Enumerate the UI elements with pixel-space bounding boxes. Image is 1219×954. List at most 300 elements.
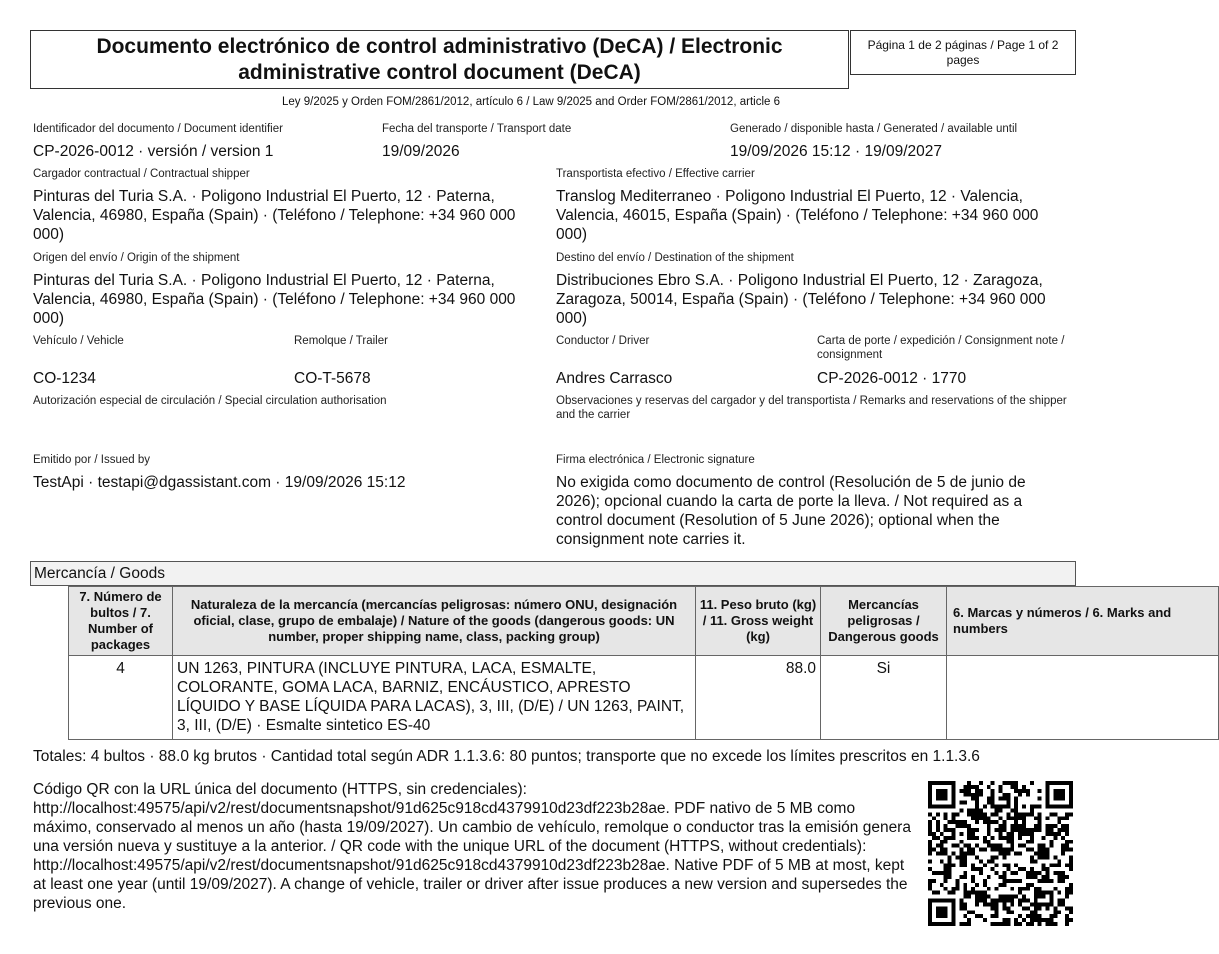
qr-module — [1014, 789, 1018, 793]
qr-module — [991, 867, 995, 871]
qr-module — [1006, 863, 1010, 867]
qr-module — [995, 906, 999, 910]
trailer-value: CO-T-5678 — [294, 370, 371, 387]
qr-module — [1065, 824, 1069, 828]
qr-module — [936, 914, 940, 918]
shipper-label: Cargador contractual / Contractual shipper — [33, 168, 250, 180]
qr-module — [940, 852, 944, 856]
trailer-label: Remolque / Trailer — [294, 335, 388, 347]
qr-module — [1002, 836, 1006, 840]
qr-module — [999, 797, 1003, 801]
qr-module — [975, 812, 979, 816]
qr-module — [979, 914, 983, 918]
qr-module — [1049, 902, 1053, 906]
goods-totals: Totales: 4 bultos · 88.0 kg brutos · Cantidad total según ADR 1.1.3.6: 80 puntos; transporte que no excede los límites prescritos en 1.1.3.6 — [33, 748, 980, 765]
qr-module — [1046, 918, 1050, 922]
qr-module — [952, 801, 956, 805]
qr-module — [1038, 805, 1042, 809]
qr-module — [979, 899, 983, 903]
qr-module — [1030, 875, 1034, 879]
qr-module — [1046, 902, 1050, 906]
qr-module — [999, 824, 1003, 828]
qr-module — [1061, 816, 1065, 820]
qr-module — [967, 832, 971, 836]
qr-module — [963, 871, 967, 875]
qr-module — [1030, 805, 1034, 809]
qr-module — [999, 922, 1003, 926]
qr-module — [940, 797, 944, 801]
qr-module — [967, 824, 971, 828]
qr-module — [1006, 895, 1010, 899]
qr-module — [1057, 797, 1061, 801]
qr-module — [952, 891, 956, 895]
qr-module — [1022, 816, 1026, 820]
qr-module — [928, 883, 932, 887]
qr-module — [987, 785, 991, 789]
qr-module — [1026, 899, 1030, 903]
qr-module — [1014, 805, 1018, 809]
qr-module — [1069, 797, 1073, 801]
qr-module — [952, 902, 956, 906]
qr-module — [944, 852, 948, 856]
qr-module — [928, 899, 932, 903]
qr-module — [1046, 867, 1050, 871]
qr-module — [967, 922, 971, 926]
qr-module — [1053, 910, 1057, 914]
qr-module — [1065, 887, 1069, 891]
qr-module — [1046, 797, 1050, 801]
qr-module — [1022, 844, 1026, 848]
qr-module — [991, 922, 995, 926]
qr-module — [963, 844, 967, 848]
qr-module — [995, 855, 999, 859]
table-row — [69, 656, 1219, 740]
qr-module — [999, 875, 1003, 879]
qr-module — [1014, 852, 1018, 856]
qr-module — [1038, 871, 1042, 875]
qr-module — [979, 859, 983, 863]
qr-module — [975, 855, 979, 859]
qr-module — [1034, 871, 1038, 875]
qr-module — [959, 820, 963, 824]
destination-value: Distribuciones Ebro S.A. · Poligono Industrial El Puerto, 12 · Zaragoza, Zaragoza, 50014, España (Spain) · (Teléfono / Telephone: +34 960 000 000) — [556, 272, 1046, 327]
qr-module — [995, 899, 999, 903]
qr-module — [1006, 922, 1010, 926]
qr-module — [944, 871, 948, 875]
qr-module — [1069, 789, 1073, 793]
qr-module — [928, 859, 932, 863]
qr-module — [1053, 863, 1057, 867]
qr-module — [995, 871, 999, 875]
qr-module — [1030, 808, 1034, 812]
qr-module — [932, 879, 936, 883]
qr-module — [1046, 785, 1050, 789]
qr-module — [1038, 922, 1042, 926]
qr-module — [1049, 832, 1053, 836]
qr-module — [936, 781, 940, 785]
qr-module — [1002, 793, 1006, 797]
qr-module — [1042, 863, 1046, 867]
qr-module — [1046, 922, 1050, 926]
qr-module — [936, 820, 940, 824]
qr-module — [936, 828, 940, 832]
qr-module — [1057, 805, 1061, 809]
qr-module — [1065, 918, 1069, 922]
qr-module — [1022, 789, 1026, 793]
qr-module — [944, 906, 948, 910]
qr-module — [1046, 906, 1050, 910]
qr-module — [983, 820, 987, 824]
qr-module — [1057, 910, 1061, 914]
qr-module — [967, 891, 971, 895]
vehicle-value: CO-1234 — [33, 370, 96, 387]
qr-module — [928, 879, 932, 883]
qr-module — [1010, 895, 1014, 899]
qr-module — [1022, 785, 1026, 789]
qr-module — [1034, 918, 1038, 922]
qr-module — [983, 879, 987, 883]
qr-module — [963, 859, 967, 863]
qr-module — [963, 852, 967, 856]
qr-module — [1057, 832, 1061, 836]
qr-module — [1046, 832, 1050, 836]
qr-module — [1061, 844, 1065, 848]
qr-module — [1002, 899, 1006, 903]
col-packages-header: 7. Número de bultos / 7. Number of packages — [69, 587, 173, 656]
qr-module — [955, 883, 959, 887]
qr-module — [932, 922, 936, 926]
qr-module — [952, 828, 956, 832]
qr-module — [1026, 832, 1030, 836]
qr-module — [1057, 902, 1061, 906]
qr-module — [983, 816, 987, 820]
qr-module — [1038, 789, 1042, 793]
qr-module — [999, 805, 1003, 809]
qr-module — [1053, 914, 1057, 918]
qr-module — [944, 899, 948, 903]
qr-module — [944, 922, 948, 926]
qr-module — [1049, 895, 1053, 899]
qr-module — [1069, 793, 1073, 797]
qr-module — [963, 891, 967, 895]
qr-module — [932, 871, 936, 875]
carrier-value: Translog Mediterraneo · Poligono Industrial El Puerto, 12 · Valencia, Valencia, 46015, España (Spain) · (Teléfono / Telephone: +34 960 000 000) — [556, 188, 1039, 243]
qr-module — [971, 867, 975, 871]
qr-module — [1030, 918, 1034, 922]
qr-module — [987, 840, 991, 844]
qr-module — [991, 859, 995, 863]
qr-module — [1069, 883, 1073, 887]
qr-module — [1049, 899, 1053, 903]
qr-module — [940, 922, 944, 926]
qr-module — [1038, 812, 1042, 816]
qr-module — [1061, 828, 1065, 832]
qr-module — [1026, 922, 1030, 926]
qr-module — [1022, 828, 1026, 832]
nature-cell: UN 1263, PINTURA (INCLUYE PINTURA, LACA, ESMALTE, COLORANTE, GOMA LACA, BARNIZ, ENCÁUSTICO, APRESTO LÍQUIDO Y BASE LÍQUIDA PARA LACAS), 3, III, (D/E) / UN 1263, PAINT, 3, III, (D/E) · Esmalte sintetico ES-40 — [173, 656, 696, 740]
qr-module — [1065, 781, 1069, 785]
qr-module — [1042, 867, 1046, 871]
qr-module — [952, 832, 956, 836]
qr-module — [1002, 797, 1006, 801]
qr-module — [1038, 844, 1042, 848]
qr-module — [1049, 828, 1053, 832]
qr-module — [940, 781, 944, 785]
qr-module — [928, 828, 932, 832]
qr-module — [967, 895, 971, 899]
qr-module — [975, 899, 979, 903]
qr-module — [1057, 891, 1061, 895]
qr-module — [991, 855, 995, 859]
col-marks-header: 6. Marcas y números / 6. Marks and numbers — [947, 587, 1219, 656]
qr-module — [1026, 812, 1030, 816]
qr-module — [1018, 914, 1022, 918]
qr-module — [1042, 875, 1046, 879]
qr-module — [952, 793, 956, 797]
qr-module — [1014, 824, 1018, 828]
qr-module — [999, 844, 1003, 848]
qr-module — [1010, 887, 1014, 891]
qr-module — [971, 875, 975, 879]
qr-module — [1057, 899, 1061, 903]
qr-module — [959, 801, 963, 805]
qr-module — [955, 812, 959, 816]
qr-module — [948, 922, 952, 926]
qr-module — [1069, 863, 1073, 867]
qr-module — [975, 895, 979, 899]
qr-module — [1061, 852, 1065, 856]
qr-module — [1065, 848, 1069, 852]
qr-module — [1049, 805, 1053, 809]
qr-module — [1034, 887, 1038, 891]
qr-module — [948, 805, 952, 809]
qr-module — [1022, 867, 1026, 871]
qr-module — [936, 891, 940, 895]
qr-module — [999, 895, 1003, 899]
qr-module — [959, 855, 963, 859]
qr-module — [975, 808, 979, 812]
qr-module — [1065, 805, 1069, 809]
qr-module — [1010, 848, 1014, 852]
qr-module — [1057, 781, 1061, 785]
qr-module — [928, 797, 932, 801]
qr-module — [1026, 840, 1030, 844]
weight-cell: 88.0 — [696, 656, 821, 740]
page-indicator: Página 1 de 2 páginas / Page 1 of 2 pages — [850, 30, 1076, 75]
qr-module — [1046, 848, 1050, 852]
qr-module — [1042, 891, 1046, 895]
qr-module — [1061, 879, 1065, 883]
qr-module — [971, 910, 975, 914]
qr-module — [995, 887, 999, 891]
qr-module — [971, 808, 975, 812]
qr-module — [971, 887, 975, 891]
qr-module — [1053, 781, 1057, 785]
qr-module — [1018, 832, 1022, 836]
qr-module — [991, 820, 995, 824]
qr-module — [1049, 812, 1053, 816]
qr-module — [963, 785, 967, 789]
qr-module — [959, 922, 963, 926]
qr-module — [1038, 824, 1042, 828]
qr-module — [967, 793, 971, 797]
qr-module — [955, 820, 959, 824]
qr-module — [944, 910, 948, 914]
qr-module — [979, 793, 983, 797]
qr-module — [1053, 805, 1057, 809]
qr-module — [963, 914, 967, 918]
goods-section-title: Mercancía / Goods — [30, 561, 1076, 586]
qr-module — [1026, 871, 1030, 875]
qr-module — [1046, 855, 1050, 859]
qr-module — [1034, 910, 1038, 914]
qr-module — [1061, 797, 1065, 801]
qr-module — [928, 832, 932, 836]
qr-module — [979, 848, 983, 852]
qr-module — [1006, 848, 1010, 852]
qr-module — [971, 816, 975, 820]
qr-module — [1069, 855, 1073, 859]
qr-module — [1038, 902, 1042, 906]
qr-module — [971, 879, 975, 883]
qr-module — [1069, 910, 1073, 914]
qr-module — [983, 812, 987, 816]
qr-module — [1010, 871, 1014, 875]
qr-module — [1069, 906, 1073, 910]
qr-module — [1010, 902, 1014, 906]
qr-module — [1049, 922, 1053, 926]
qr-module — [1038, 914, 1042, 918]
qr-module — [999, 832, 1003, 836]
qr-module — [952, 899, 956, 903]
qr-module — [948, 891, 952, 895]
qr-module — [999, 852, 1003, 856]
qr-module — [983, 840, 987, 844]
qr-module — [1057, 859, 1061, 863]
qr-module — [1053, 832, 1057, 836]
qr-module — [1042, 848, 1046, 852]
qr-module — [1030, 902, 1034, 906]
qr-module — [1038, 879, 1042, 883]
qr-module — [967, 808, 971, 812]
qr-module — [1069, 812, 1073, 816]
qr-module — [1014, 863, 1018, 867]
qr-module — [1030, 914, 1034, 918]
qr-module — [944, 879, 948, 883]
qr-module — [1034, 816, 1038, 820]
qr-module — [1046, 793, 1050, 797]
qr-module — [1061, 781, 1065, 785]
qr-module — [971, 848, 975, 852]
qr-module — [991, 789, 995, 793]
marks-cell — [947, 656, 1219, 740]
qr-module — [995, 902, 999, 906]
qr-module — [1038, 855, 1042, 859]
qr-module — [928, 785, 932, 789]
qr-module — [959, 863, 963, 867]
qr-module — [963, 789, 967, 793]
qr-module — [944, 797, 948, 801]
qr-module — [1049, 844, 1053, 848]
doc-id-value: CP-2026-0012 · versión / version 1 — [33, 143, 274, 160]
qr-module — [1006, 910, 1010, 914]
qr-module — [1030, 871, 1034, 875]
qr-module — [1053, 871, 1057, 875]
qr-module — [1046, 879, 1050, 883]
qr-module — [1010, 816, 1014, 820]
qr-module — [1002, 875, 1006, 879]
qr-module — [1042, 895, 1046, 899]
qr-module — [1049, 863, 1053, 867]
qr-module — [1038, 852, 1042, 856]
qr-module — [1010, 844, 1014, 848]
qr-module — [936, 871, 940, 875]
qr-module — [1010, 836, 1014, 840]
transport-date-label: Fecha del transporte / Transport date — [382, 123, 572, 135]
qr-module — [1002, 852, 1006, 856]
qr-module — [999, 808, 1003, 812]
qr-module — [975, 891, 979, 895]
qr-module — [1038, 895, 1042, 899]
qr-module — [959, 859, 963, 863]
qr-module — [1065, 832, 1069, 836]
qr-module — [1030, 859, 1034, 863]
qr-module — [928, 922, 932, 926]
qr-module — [1010, 785, 1014, 789]
qr-module — [991, 914, 995, 918]
qr-module — [1069, 801, 1073, 805]
qr-module — [1042, 902, 1046, 906]
qr-module — [952, 785, 956, 789]
qr-module — [1010, 899, 1014, 903]
qr-module — [928, 824, 932, 828]
qr-module — [959, 848, 963, 852]
qr-module — [928, 910, 932, 914]
qr-module — [1042, 918, 1046, 922]
goods-table — [68, 586, 1219, 740]
qr-module — [948, 828, 952, 832]
qr-module — [936, 852, 940, 856]
qr-module — [963, 855, 967, 859]
qr-module — [952, 844, 956, 848]
qr-module — [952, 922, 956, 926]
qr-module — [952, 863, 956, 867]
qr-module — [1018, 816, 1022, 820]
qr-module — [928, 820, 932, 824]
qr-module — [1046, 816, 1050, 820]
qr-module — [971, 836, 975, 840]
qr-module — [940, 793, 944, 797]
qr-module — [1030, 910, 1034, 914]
qr-module — [987, 859, 991, 863]
qr-module — [944, 848, 948, 852]
qr-module — [1057, 875, 1061, 879]
qr-module — [975, 828, 979, 832]
qr-module — [944, 781, 948, 785]
qr-module — [999, 785, 1003, 789]
qr-module — [1006, 812, 1010, 816]
qr-module — [1026, 789, 1030, 793]
qr-module — [1026, 906, 1030, 910]
qr-module — [999, 816, 1003, 820]
qr-module — [1018, 922, 1022, 926]
qr-module — [948, 875, 952, 879]
qr-module — [967, 785, 971, 789]
qr-module — [1038, 887, 1042, 891]
qr-module — [991, 902, 995, 906]
qr-module — [932, 891, 936, 895]
qr-module — [975, 793, 979, 797]
